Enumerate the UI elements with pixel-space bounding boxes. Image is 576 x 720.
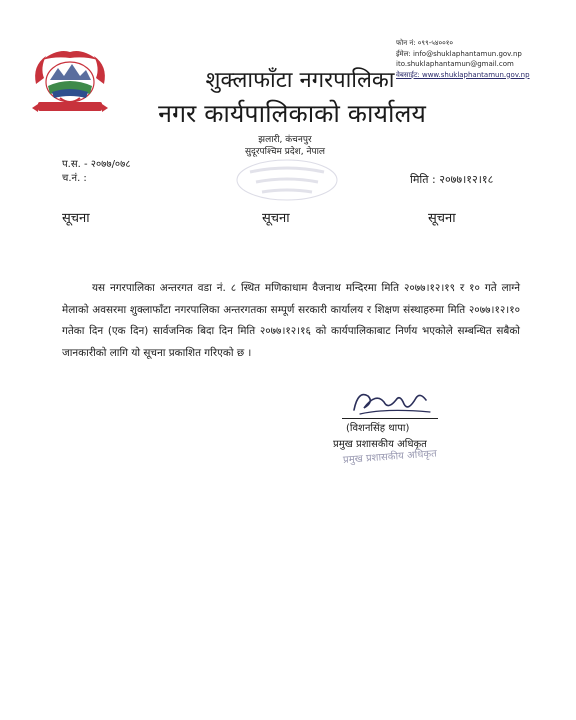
notice-heading-left: सूचना xyxy=(62,211,90,226)
website-link[interactable] xyxy=(396,70,530,81)
notice-body-text: यस नगरपालिका अन्तरगत वडा नं. ८ स्थित मणिकाधाम वैजनाथ मन्दिरमा मिति २०७७।१२।१९ र १० गते लाग्ने मेलाको अवसरमा शुक्लाफाँटा नगरपालिका अन्तरगतका सम्पूर्ण सरकारी कार्यालय र शिक्षण संस्थाहरुमा मिति २०७७।१२।१० गतेका दिन (एक दिन) सार्वजनिक बिदा दिन मिति २०७७।१२।१६ को कार्यपालिकाबाट निर्णय भएकोले सम्बन्धित सबैको जानकारीको लागि यो सूचना प्रकाशित गरिएको छ । xyxy=(62,282,520,359)
notice-heading-center: सूचना xyxy=(262,211,290,226)
contact-block xyxy=(396,38,530,80)
website-text[interactable]: वेबसाईट: www.shuklaphantamun.gov.np xyxy=(396,70,530,79)
office-name: नगर कार्यपालिकाको कार्यालय xyxy=(158,99,426,128)
address-line-1: झलारी, कंचनपुर xyxy=(258,135,312,145)
signatory-stamp: प्रमुख प्रशासकीय अधिकृत xyxy=(342,448,438,466)
faint-seal-stamp-icon xyxy=(222,150,352,210)
reference-number: प.स. - २०७७/०७८ xyxy=(62,159,131,170)
signature-line xyxy=(342,418,438,419)
nepal-emblem-icon xyxy=(28,46,112,120)
letter-date: मिति : २०७७।१२।१८ xyxy=(410,173,494,186)
reference-block xyxy=(62,158,131,186)
phone-text: फोन नं: ०९९-५४००१० xyxy=(396,39,454,47)
email-text: ईमेल: info@shuklaphantamun.gov.np xyxy=(396,49,522,58)
email2-text: ito.shuklaphantamun@gmail.com xyxy=(396,60,514,68)
address-line-2: सुदूरपश्चिम प्रदेश, नेपाल xyxy=(244,147,326,157)
notice-body xyxy=(62,278,520,364)
notice-heading-right: सूचना xyxy=(428,211,456,226)
signatory-title: प्रमुख प्रशासकीय अधिकृत xyxy=(333,439,427,450)
organization-name: शुक्लाफाँटा नगरपालिका xyxy=(205,68,395,93)
signatory-name: (विशनसिंह थापा) xyxy=(346,423,410,434)
dispatch-number: च.नं. : xyxy=(62,173,87,184)
